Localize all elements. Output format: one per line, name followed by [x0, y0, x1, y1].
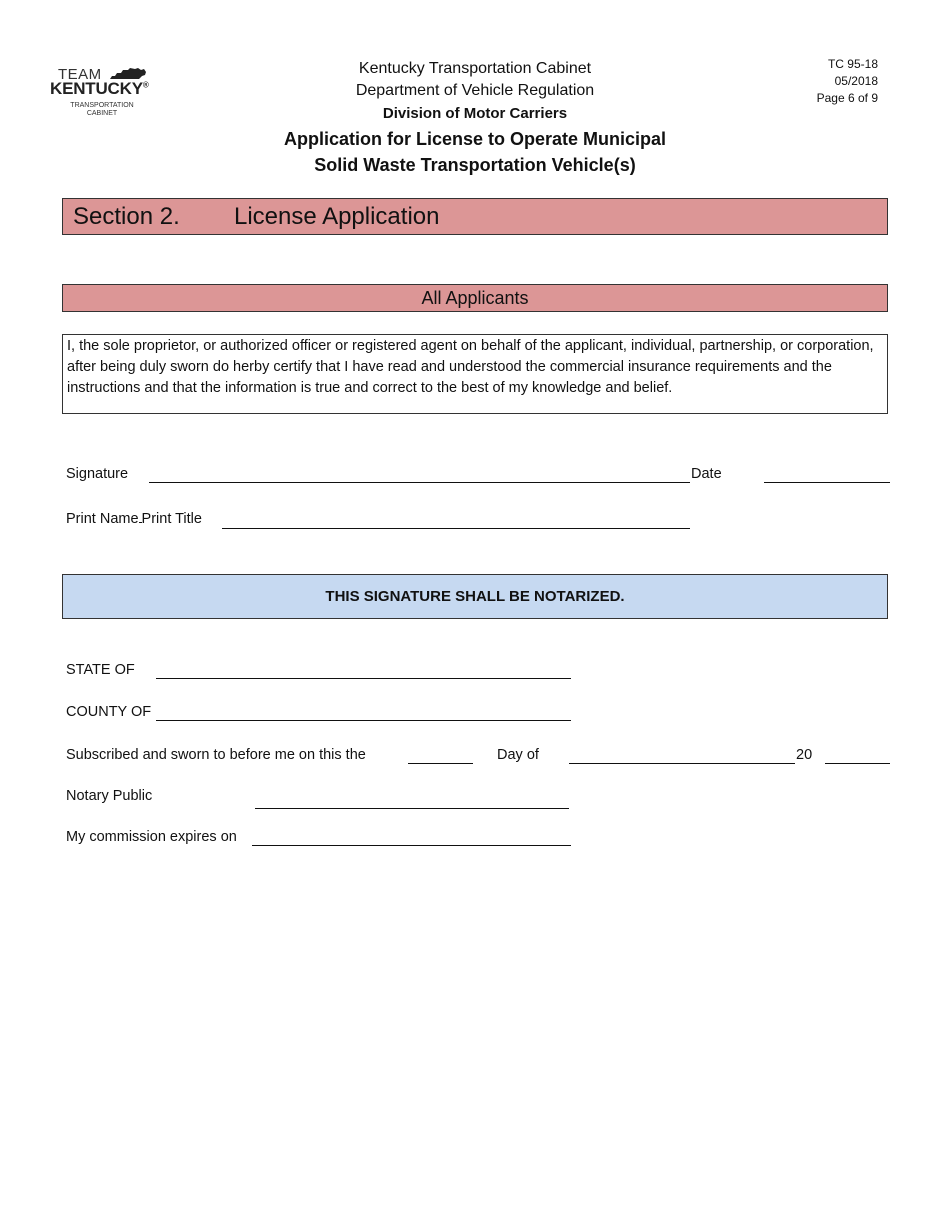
logo-team-text: TEAM: [58, 66, 102, 83]
state-of-field[interactable]: [156, 678, 571, 679]
print-name-title-field[interactable]: [222, 528, 690, 529]
section-header: [62, 198, 888, 235]
county-of-label: COUNTY OF: [66, 704, 152, 720]
year-prefix-label: 20: [796, 747, 813, 763]
division-name: Division of Motor Carriers: [382, 105, 568, 122]
county-of-field[interactable]: [156, 720, 571, 721]
notarization-banner: THIS SIGNATURE SHALL BE NOTARIZED.: [62, 574, 888, 619]
form-number: TC 95-18: [827, 57, 878, 71]
page-number: Page 6 of 9: [816, 91, 878, 105]
sworn-day-field[interactable]: [408, 763, 473, 764]
state-of-label: STATE OF: [66, 662, 135, 678]
logo-kentucky-text: KENTUCKY®: [50, 79, 149, 98]
logo-subtitle: TRANSPORTATION CABINET: [70, 102, 134, 117]
department-name: Department of Vehicle Regulation: [355, 82, 595, 99]
date-field[interactable]: [764, 482, 890, 483]
print-name-label: Print Name Print Title: [66, 511, 202, 527]
section-title: License Application: [234, 203, 440, 230]
sworn-label: Subscribed and sworn to before me on this the: [66, 747, 366, 763]
all-applicants-header: All Applicants: [62, 284, 888, 312]
form-date: 05/2018: [834, 74, 878, 88]
certification-statement: I, the sole proprietor, or authorized officer or registered agent on behalf of the applicant, individual, partnership, or corporation, after being duly sworn do herby certify that I have read and understood the commercial insurance requirements and the instructions and that the information is true and correct to the best of my knowledge and belief.: [62, 334, 888, 414]
sworn-month-field[interactable]: [569, 763, 795, 764]
agency-name: Kentucky Transportation Cabinet: [358, 60, 592, 77]
signature-field[interactable]: [149, 482, 690, 483]
sworn-year-field[interactable]: [825, 763, 890, 764]
notary-public-label: Notary Public: [66, 788, 153, 804]
section-number: Section 2.: [73, 203, 180, 230]
signature-label: Signature: [66, 466, 129, 482]
team-kentucky-logo: [50, 66, 150, 120]
form-title-line1: Application for License to Operate Municipal: [283, 129, 667, 149]
form-title-line2: Solid Waste Transportation Vehicle(s): [314, 155, 636, 175]
form-info: [780, 56, 878, 107]
commission-expires-field[interactable]: [252, 845, 571, 846]
notary-public-field[interactable]: [255, 808, 569, 809]
commission-expires-label: My commission expires on: [66, 829, 237, 845]
date-label: Date: [691, 466, 722, 482]
document-header: [200, 58, 750, 178]
day-of-label: Day of: [497, 747, 539, 763]
